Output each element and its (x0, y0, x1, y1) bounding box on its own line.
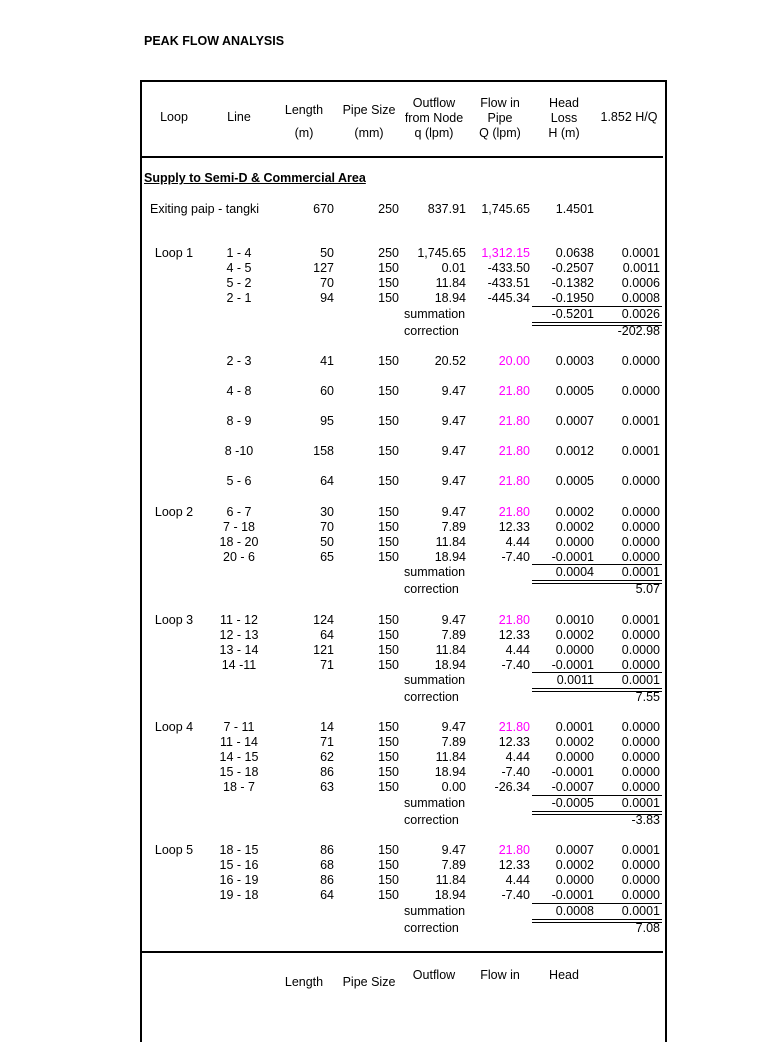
row-outflow: 11.84 (435, 750, 466, 764)
row-length: 86 (320, 843, 334, 857)
row-length: 121 (313, 643, 334, 657)
row-pipe-size: 150 (378, 858, 399, 872)
row-flow: 4.44 (505, 873, 530, 887)
row-outflow: 7.89 (441, 735, 466, 749)
row-length: 670 (313, 202, 334, 216)
row-pipe-size: 150 (378, 658, 399, 672)
row-line: 6 - 7 (226, 505, 252, 519)
row-flow: 21.80 (498, 384, 530, 398)
header-divider (140, 156, 663, 158)
row-head-loss: 0.0000 (555, 750, 594, 764)
row-head-loss: 0.0002 (555, 628, 594, 642)
row-ratio: 0.0000 (621, 888, 660, 902)
row-flow: 4.44 (505, 750, 530, 764)
row-length: 50 (320, 535, 334, 549)
page-title: PEAK FLOW ANALYSIS (144, 34, 285, 48)
row-loop: Loop 4 (154, 720, 194, 734)
row-line: 13 - 14 (219, 643, 259, 657)
row-line: 2 - 1 (226, 291, 252, 305)
row-head-loss: 0.0002 (555, 520, 594, 534)
row-flow: 20.00 (498, 354, 530, 368)
row-pipe-size: 150 (378, 474, 399, 488)
footer-header-outflow: Outflow (412, 968, 456, 982)
row-pipe-size: 150 (378, 261, 399, 275)
row-line-label: Exiting paip - tangki (150, 202, 260, 216)
summation-head-loss: 0.0011 (556, 673, 594, 687)
row-line: 20 - 6 (223, 550, 255, 564)
row-outflow: 18.94 (434, 658, 466, 672)
row-outflow: 9.47 (441, 414, 466, 428)
row-flow: -7.40 (501, 658, 530, 672)
row-line: 15 - 16 (219, 858, 259, 872)
row-length: 60 (320, 384, 334, 398)
row-flow: 21.80 (498, 444, 530, 458)
correction-label: correction (404, 324, 459, 338)
row-outflow: 11.84 (435, 873, 466, 887)
row-outflow: 9.47 (441, 613, 466, 627)
row-ratio: 0.0000 (621, 505, 660, 519)
row-length: 50 (320, 246, 334, 260)
row-head-loss: -0.0001 (551, 550, 594, 564)
row-flow: 4.44 (505, 535, 530, 549)
row-ratio: 0.0000 (621, 474, 660, 488)
row-line: 8 - 9 (226, 414, 252, 428)
row-head-loss: 0.0005 (555, 384, 594, 398)
row-line: 7 - 11 (223, 720, 255, 734)
row-line: 4 - 8 (226, 384, 252, 398)
row-flow: -445.34 (487, 291, 530, 305)
correction-value: 5.07 (635, 582, 660, 596)
row-length: 14 (320, 720, 334, 734)
row-pipe-size: 150 (378, 720, 399, 734)
row-ratio: 0.0000 (621, 643, 660, 657)
row-length: 70 (320, 276, 334, 290)
row-length: 86 (320, 873, 334, 887)
header-pipe-size: Pipe Size (mm) (342, 103, 396, 140)
row-line: 8 -10 (224, 444, 254, 458)
row-outflow: 18.94 (434, 291, 466, 305)
summation-head-loss: 0.0004 (555, 565, 594, 579)
row-outflow: 9.47 (441, 843, 466, 857)
row-pipe-size: 150 (378, 613, 399, 627)
row-pipe-size: 250 (378, 246, 399, 260)
row-ratio: 0.0001 (621, 444, 660, 458)
row-ratio: 0.0000 (621, 858, 660, 872)
row-pipe-size: 150 (378, 520, 399, 534)
row-outflow: 0.00 (441, 780, 466, 794)
row-ratio: 0.0001 (621, 414, 660, 428)
row-outflow: 18.94 (434, 550, 466, 564)
row-line: 14 -11 (221, 658, 257, 672)
row-outflow: 18.94 (434, 765, 466, 779)
row-line: 1 - 4 (226, 246, 252, 260)
row-head-loss: 0.0001 (555, 720, 594, 734)
summation-double-line-1 (532, 919, 662, 920)
row-ratio: 0.0001 (621, 843, 660, 857)
row-line: 5 - 6 (226, 474, 252, 488)
row-outflow: 837.91 (427, 202, 466, 216)
row-flow: 12.33 (498, 520, 530, 534)
row-outflow: 1,745.65 (417, 246, 466, 260)
row-outflow: 7.89 (441, 858, 466, 872)
row-outflow: 20.52 (434, 354, 466, 368)
row-head-loss: 1.4501 (555, 202, 594, 216)
summation-head-loss: 0.0008 (555, 904, 594, 918)
row-line: 2 - 3 (226, 354, 252, 368)
row-flow: -7.40 (501, 550, 530, 564)
row-outflow: 18.94 (434, 888, 466, 902)
row-ratio: 0.0000 (621, 750, 660, 764)
row-head-loss: 0.0000 (555, 535, 594, 549)
row-length: 65 (320, 550, 334, 564)
summation-label: summation (404, 673, 466, 687)
correction-value: -202.98 (617, 324, 660, 338)
summation-label: summation (404, 307, 466, 321)
row-length: 68 (320, 858, 334, 872)
row-head-loss: 0.0010 (555, 613, 594, 627)
row-ratio: 0.0000 (621, 658, 660, 672)
summation-double-line-1 (532, 580, 662, 581)
row-line: 15 - 18 (219, 765, 259, 779)
row-outflow: 7.89 (441, 628, 466, 642)
row-length: 64 (320, 888, 334, 902)
correction-value: 7.08 (635, 921, 660, 935)
row-head-loss: -0.0007 (551, 780, 594, 794)
row-flow: 21.80 (498, 474, 530, 488)
footer-header-head: Head (549, 968, 579, 982)
row-outflow: 9.47 (441, 505, 466, 519)
row-pipe-size: 250 (378, 202, 399, 216)
row-ratio: 0.0000 (621, 735, 660, 749)
row-flow: 1,312.15 (481, 246, 530, 260)
row-outflow: 9.47 (441, 474, 466, 488)
row-loop: Loop 3 (154, 613, 194, 627)
row-head-loss: 0.0000 (555, 643, 594, 657)
row-flow: -433.50 (487, 261, 530, 275)
row-length: 63 (320, 780, 334, 794)
header-line: Line (227, 110, 251, 124)
summation-ratio: 0.0001 (621, 904, 660, 918)
row-head-loss: 0.0005 (555, 474, 594, 488)
row-length: 70 (320, 520, 334, 534)
row-loop: Loop 2 (154, 505, 194, 519)
summation-ratio: 0.0001 (621, 565, 660, 579)
footer-header-flow: Flow in (480, 968, 520, 982)
row-length: 64 (320, 628, 334, 642)
row-line: 18 - 20 (219, 535, 259, 549)
row-ratio: 0.0000 (621, 873, 660, 887)
summation-double-line-1 (532, 688, 662, 689)
row-line: 18 - 15 (219, 843, 259, 857)
row-pipe-size: 150 (378, 843, 399, 857)
row-head-loss: 0.0007 (555, 843, 594, 857)
summation-double-line-1 (532, 322, 662, 323)
row-flow: 12.33 (498, 735, 530, 749)
row-head-loss: 0.0003 (555, 354, 594, 368)
row-ratio: 0.0011 (622, 261, 660, 275)
row-ratio: 0.0000 (621, 354, 660, 368)
row-ratio: 0.0001 (621, 613, 660, 627)
row-outflow: 0.01 (441, 261, 466, 275)
row-pipe-size: 150 (378, 873, 399, 887)
summation-label: summation (404, 796, 466, 810)
row-pipe-size: 150 (378, 750, 399, 764)
row-flow: 12.33 (498, 628, 530, 642)
row-pipe-size: 150 (378, 291, 399, 305)
header-head-loss: Head Loss H (m) (548, 96, 580, 140)
row-outflow: 9.47 (441, 720, 466, 734)
row-outflow: 9.47 (441, 384, 466, 398)
row-ratio: 0.0000 (621, 520, 660, 534)
summation-ratio: 0.0026 (621, 307, 660, 321)
row-ratio: 0.0001 (621, 246, 660, 260)
row-pipe-size: 150 (378, 780, 399, 794)
row-flow: 12.33 (498, 858, 530, 872)
row-flow: 21.80 (498, 414, 530, 428)
correction-value: 7.55 (635, 690, 660, 704)
row-head-loss: -0.0001 (551, 888, 594, 902)
row-flow: 21.80 (498, 843, 530, 857)
row-pipe-size: 150 (378, 444, 399, 458)
row-head-loss: 0.0007 (555, 414, 594, 428)
row-outflow: 11.84 (435, 643, 466, 657)
row-length: 71 (320, 658, 334, 672)
footer-header-pipe-size: Pipe Size (342, 975, 396, 989)
correction-label: correction (404, 813, 459, 827)
row-length: 41 (320, 354, 334, 368)
row-ratio: 0.0000 (621, 720, 660, 734)
row-head-loss: 0.0002 (555, 505, 594, 519)
footer-header-length: Length (284, 975, 324, 989)
row-flow: -7.40 (501, 765, 530, 779)
row-pipe-size: 150 (378, 535, 399, 549)
summation-head-loss: -0.5201 (551, 307, 594, 321)
row-head-loss: -0.1382 (551, 276, 594, 290)
row-length: 30 (320, 505, 334, 519)
row-line: 11 - 14 (220, 735, 258, 749)
row-line: 14 - 15 (219, 750, 259, 764)
row-flow: -7.40 (501, 888, 530, 902)
row-length: 158 (313, 444, 334, 458)
row-head-loss: 0.0002 (555, 858, 594, 872)
row-ratio: 0.0000 (621, 628, 660, 642)
row-outflow: 11.84 (435, 535, 466, 549)
row-head-loss: -0.1950 (551, 291, 594, 305)
summation-label: summation (404, 565, 466, 579)
summation-ratio: 0.0001 (621, 796, 660, 810)
row-line: 18 - 7 (223, 780, 255, 794)
row-flow: 4.44 (505, 643, 530, 657)
row-loop: Loop 5 (154, 843, 194, 857)
row-flow: -26.34 (494, 780, 530, 794)
row-line: 7 - 18 (223, 520, 255, 534)
row-ratio: 0.0006 (621, 276, 660, 290)
row-pipe-size: 150 (378, 354, 399, 368)
row-outflow: 11.84 (435, 276, 466, 290)
section-title: Supply to Semi-D & Commercial Area (144, 171, 366, 185)
row-line: 11 - 12 (220, 613, 258, 627)
row-line: 19 - 18 (219, 888, 259, 902)
row-pipe-size: 150 (378, 628, 399, 642)
summation-label: summation (404, 904, 466, 918)
row-outflow: 7.89 (441, 520, 466, 534)
row-pipe-size: 150 (378, 414, 399, 428)
row-length: 95 (320, 414, 334, 428)
row-pipe-size: 150 (378, 276, 399, 290)
row-flow: 21.80 (498, 613, 530, 627)
header-outflow: Outflow from Node q (lpm) (404, 96, 464, 140)
row-pipe-size: 150 (378, 505, 399, 519)
row-ratio: 0.0000 (621, 535, 660, 549)
correction-label: correction (404, 690, 459, 704)
row-length: 62 (320, 750, 334, 764)
row-flow: -433.51 (487, 276, 530, 290)
summation-double-line-1 (532, 811, 662, 812)
correction-label: correction (404, 582, 459, 596)
row-ratio: 0.0000 (621, 550, 660, 564)
row-line: 5 - 2 (226, 276, 252, 290)
row-line: 4 - 5 (226, 261, 252, 275)
row-ratio: 0.0000 (621, 780, 660, 794)
row-head-loss: 0.0000 (555, 873, 594, 887)
row-length: 64 (320, 474, 334, 488)
row-pipe-size: 150 (378, 643, 399, 657)
row-flow: 1,745.65 (481, 202, 530, 216)
row-head-loss: -0.2507 (551, 261, 594, 275)
row-length: 127 (313, 261, 334, 275)
row-loop: Loop 1 (154, 246, 194, 260)
row-length: 124 (313, 613, 334, 627)
row-head-loss: 0.0012 (555, 444, 594, 458)
row-pipe-size: 150 (378, 735, 399, 749)
summation-ratio: 0.0001 (621, 673, 660, 687)
row-outflow: 9.47 (441, 444, 466, 458)
header-flow: Flow in Pipe Q (lpm) (479, 96, 521, 140)
row-length: 94 (320, 291, 334, 305)
row-length: 71 (320, 735, 334, 749)
correction-label: correction (404, 921, 459, 935)
row-flow: 21.80 (498, 720, 530, 734)
header-ratio: 1.852 H/Q (600, 110, 658, 124)
row-pipe-size: 150 (378, 384, 399, 398)
row-head-loss: -0.0001 (551, 658, 594, 672)
row-line: 12 - 13 (219, 628, 259, 642)
row-head-loss: -0.0001 (551, 765, 594, 779)
summation-head-loss: -0.0005 (551, 796, 594, 810)
header-length: Length (m) (284, 103, 324, 140)
row-pipe-size: 150 (378, 550, 399, 564)
row-pipe-size: 150 (378, 888, 399, 902)
row-length: 86 (320, 765, 334, 779)
correction-value: -3.83 (631, 813, 660, 827)
header-loop: Loop (160, 110, 188, 124)
row-head-loss: 0.0638 (555, 246, 594, 260)
footer-divider (140, 951, 663, 953)
row-head-loss: 0.0002 (555, 735, 594, 749)
row-line: 16 - 19 (219, 873, 259, 887)
row-ratio: 0.0008 (621, 291, 660, 305)
row-pipe-size: 150 (378, 765, 399, 779)
row-flow: 21.80 (498, 505, 530, 519)
row-ratio: 0.0000 (621, 765, 660, 779)
row-ratio: 0.0000 (621, 384, 660, 398)
